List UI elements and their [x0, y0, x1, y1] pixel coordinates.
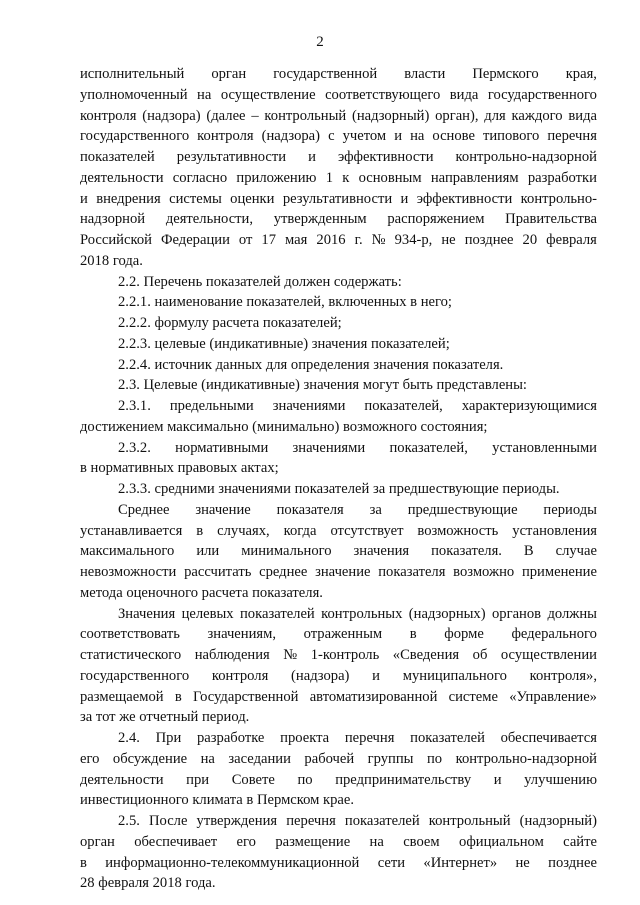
text-line: инвестиционного климата в Пермском крае. [80, 792, 355, 809]
text-line: Значения целевых показателей контрольных (надзорных) органов должны [118, 605, 597, 622]
text-line: за тот же отчетный период. [80, 709, 250, 726]
text-line: 2.2.4. источник данных для определения значения показателя. [118, 356, 504, 373]
text-line: деятельности согласно приложению 1 к основным направлениям разработки [80, 169, 597, 186]
text-line: максимального или минимального значения показателя. В случае [80, 543, 597, 560]
text-line: достижением максимально (минимально) возможного состояния; [80, 418, 488, 435]
text-line: в нормативных правовых актах; [80, 460, 279, 477]
text-line: 2.2.3. целевые (индикативные) значения показателей; [118, 335, 450, 352]
text-line: показателей результативности и эффективности контрольно-надзорной [80, 149, 597, 165]
text-line: 2.3. Целевые (индикативные) значения могут быть представлены: [118, 377, 527, 394]
text-line: 2.3.3. средними значениями показателей за предшествующие периоды. [118, 481, 560, 497]
text-line: 2.2. Перечень показателей должен содержать: [118, 273, 402, 290]
text-line: государственного контроля (надзора) и муниципального контроля», [80, 667, 597, 684]
text-line: Российской Федерации от 17 мая 2016 г. № 934-р, не позднее 20 февраля [80, 232, 597, 248]
text-line: статистического наблюдения № 1-контроль «Сведения об осуществлении [80, 647, 597, 663]
page-number: 2 [316, 34, 324, 50]
text-line: орган обеспечивает его размещение на своем официальном сайте [80, 833, 597, 850]
text-line: уполномоченный на осуществление соответствующего вида государственного [80, 86, 597, 103]
text-line: 2.3.1. предельными значениями показателей, характеризующимися [118, 398, 597, 414]
text-line: деятельности при Совете по предпринимательству и улучшению [80, 771, 597, 788]
text-line: 2.2.2. формулу расчета показателей; [118, 315, 342, 331]
text-line: размещаемой в Государственной автоматизированной системе «Управление» [80, 688, 597, 705]
text-line: исполнительный орган государственной власти Пермского края, [80, 66, 597, 82]
text-line: его обсуждение на заседании рабочей группы по контрольно-надзорной [80, 750, 597, 767]
text-line: 28 февраля 2018 года. [80, 875, 216, 892]
text-line: 2.5. После утверждения перечня показателей контрольный (надзорный) [118, 813, 597, 829]
text-line: контроля (надзора) (далее – контрольный (надзорный) орган), для каждого вида [80, 107, 597, 124]
text-line: государственного контроля (надзора) с учетом и на основе типового перечня [80, 128, 597, 145]
document-body [80, 64, 597, 894]
text-line: соответствовать значениям, отраженным в форме федерального [80, 626, 597, 643]
text-line: 2.4. При разработке проекта перечня показателей обеспечивается [118, 730, 597, 746]
text-line: невозможности рассчитать среднее значение показателя возможно применение [80, 564, 597, 580]
text-line: 2.3.2. нормативными значениями показателей, установленными [118, 439, 597, 456]
text-line: 2018 года. [80, 252, 143, 269]
text-line: Среднее значение показателя за предшествующие периоды [118, 501, 597, 518]
text-line: в информационно-телекоммуникационной сети «Интернет» не позднее [80, 854, 597, 871]
text-line: 2.2.1. наименование показателей, включенных в него; [118, 294, 452, 311]
text-line: метода оценочного расчета показателя. [80, 584, 323, 601]
text-line: надзорной деятельности, утвержденным распоряжением Правительства [80, 211, 597, 228]
text-line: устанавливается в случаях, когда отсутствует возможность установления [80, 522, 597, 539]
text-line: и внедрения системы оценки результативности и эффективности контрольно- [80, 190, 597, 207]
